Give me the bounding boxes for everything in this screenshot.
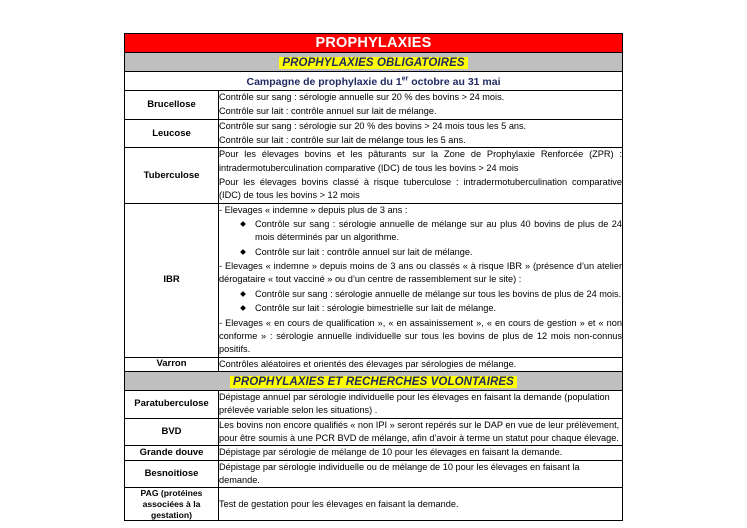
table-row-paratuberculose	[125, 390, 623, 418]
bullet-item: Contrôle sur sang : sérologie annuelle de mélange sur tous les bovins de plus de 24 mois.	[241, 288, 622, 301]
section-band-volontaires	[125, 371, 623, 390]
row-label-bvd: BVD	[125, 418, 219, 446]
table-row-pag	[125, 488, 623, 521]
campaign-suffix: octobre au 31 mai	[408, 76, 501, 88]
table-row-grande-douve	[125, 446, 623, 460]
section-title-obligatoires: PROPHYLAXIES OBLIGATOIRES	[279, 57, 467, 69]
page-title: PROPHYLAXIES	[315, 35, 432, 51]
row-label-grande-douve: Grande douve	[125, 446, 219, 460]
campaign-prefix: Campagne de prophylaxie du 1	[246, 76, 402, 88]
row-label-tuberculose: Tuberculose	[125, 148, 219, 203]
table-row-varron	[125, 357, 623, 371]
row-label-brucellose: Brucellose	[125, 91, 219, 120]
row-line: Dépistage par sérologie de mélange de 10 pour les élevages en faisant la demande.	[219, 447, 563, 458]
row-line: Contrôle sur lait : contrôle annuel sur lait de mélange.	[219, 106, 437, 117]
row-body-tuberculose	[219, 148, 623, 203]
row-body-bvd	[219, 418, 623, 446]
table-row-section-obligatoires	[125, 53, 623, 72]
ibr-bullet-list-1	[219, 218, 622, 259]
ibr-intro-1: - Elevages « indemne » depuis plus de 3 ans :	[219, 204, 408, 215]
row-label-paratuberculose: Paratuberculose	[125, 390, 219, 418]
bullet-item: Contrôle sur lait : contrôle annuel sur lait de mélange.	[241, 246, 622, 259]
table-row-brucellose	[125, 91, 623, 120]
row-label-pag-line-2: associées à la gestation)	[142, 499, 201, 520]
row-body-paratuberculose	[219, 390, 623, 418]
row-line: Dépistage annuel par sérologie individuelle pour les élevages en faisant la demande (population prélevée variable selon les situations) .	[219, 391, 610, 416]
bullet-item: Contrôle sur lait : sérologie bimestrielle sur lait de mélange.	[241, 302, 622, 315]
table-row-besnoitiose	[125, 460, 623, 488]
ibr-intro-3: - Elevages « en cours de qualification », « en assainissement », « en cours de gestion » et « non conforme » : sérologie annuelle individuelle sur tous les bovins de plus de 12 mois non-connus positifs.	[219, 317, 623, 355]
row-line: Dépistage par sérologie individuelle ou de mélange de 10 pour les élevages en faisant la demande.	[219, 461, 580, 485]
ibr-bullet-list-2	[219, 288, 622, 316]
row-line: Les bovins non encore qualifiés « non IPI » seront repérés sur le DAP en vue de leur prélèvement, pour être soumis à une PCR BVD de mélange, afin d’avoir à terme un statut pour chaque élevage.	[219, 419, 620, 443]
row-line: Pour les élevages bovins classé à risque tuberculose : intradermotuberculination comparative (IDC) de tous les bovins > 12 mois	[219, 177, 623, 201]
row-body-pag	[219, 488, 623, 521]
row-label-leucose: Leucose	[125, 119, 219, 148]
table-row-banner	[125, 34, 623, 53]
row-line: Pour les élevages bovins et les pâturants sur la Zone de Prophylaxie Renforcée (ZPR) : intradermotuberculination comparative (IDC) de tous les bovins > 24 mois	[219, 149, 623, 173]
ibr-intro-2: - Elevages « indemne » depuis moins de 3 ans ou classés « à risque IBR » (présence d’un atelier dérogataire « tout vacciné » ou d’un centre de rassemblement sur le site) :	[219, 261, 623, 285]
section-title-volontaires: PROPHYLAXIES ET RECHERCHES VOLONTAIRES	[230, 376, 517, 388]
row-label-varron: Varron	[125, 357, 219, 371]
row-body-brucellose	[219, 91, 623, 120]
row-label-ibr: IBR	[125, 203, 219, 357]
prophylaxies-table	[124, 33, 623, 521]
banner-cell	[125, 34, 623, 53]
table-row-tuberculose	[125, 148, 623, 203]
row-label-pag	[125, 488, 219, 521]
table-row-leucose	[125, 119, 623, 148]
table-row-section-volontaires	[125, 371, 623, 390]
row-line: Contrôle sur sang : sérologie sur 20 % des bovins > 24 mois tous les 5 ans.	[219, 120, 527, 131]
row-line: Contrôle sur sang : sérologie annuelle sur 20 % des bovins > 24 mois.	[219, 92, 505, 102]
row-line: Contrôles aléatoires et orientés des élevages par sérologies de mélange.	[219, 358, 517, 369]
table-row-campaign	[125, 72, 623, 91]
table-row-bvd	[125, 418, 623, 446]
row-body-grande-douve	[219, 446, 623, 460]
row-body-besnoitiose	[219, 460, 623, 488]
section-band-obligatoires	[125, 53, 623, 72]
row-body-varron	[219, 357, 623, 371]
table-row-ibr	[125, 203, 623, 357]
row-label-besnoitiose: Besnoitiose	[125, 460, 219, 488]
row-line: Contrôle sur lait : contrôle sur lait de mélange tous les 5 ans.	[219, 135, 466, 146]
row-body-ibr	[219, 203, 623, 357]
campaign-note	[246, 76, 500, 88]
row-label-pag-line-1: PAG (protéines	[140, 488, 203, 499]
row-body-leucose	[219, 119, 623, 148]
campaign-superscript: er	[401, 75, 409, 83]
campaign-cell	[125, 72, 623, 91]
bullet-item: Contrôle sur sang : sérologie annuelle de mélange sur au plus 40 bovins de plus de 24 mois déterminés par un algorithme.	[241, 218, 622, 245]
row-line: Test de gestation pour les élevages en faisant la demande.	[219, 498, 459, 509]
